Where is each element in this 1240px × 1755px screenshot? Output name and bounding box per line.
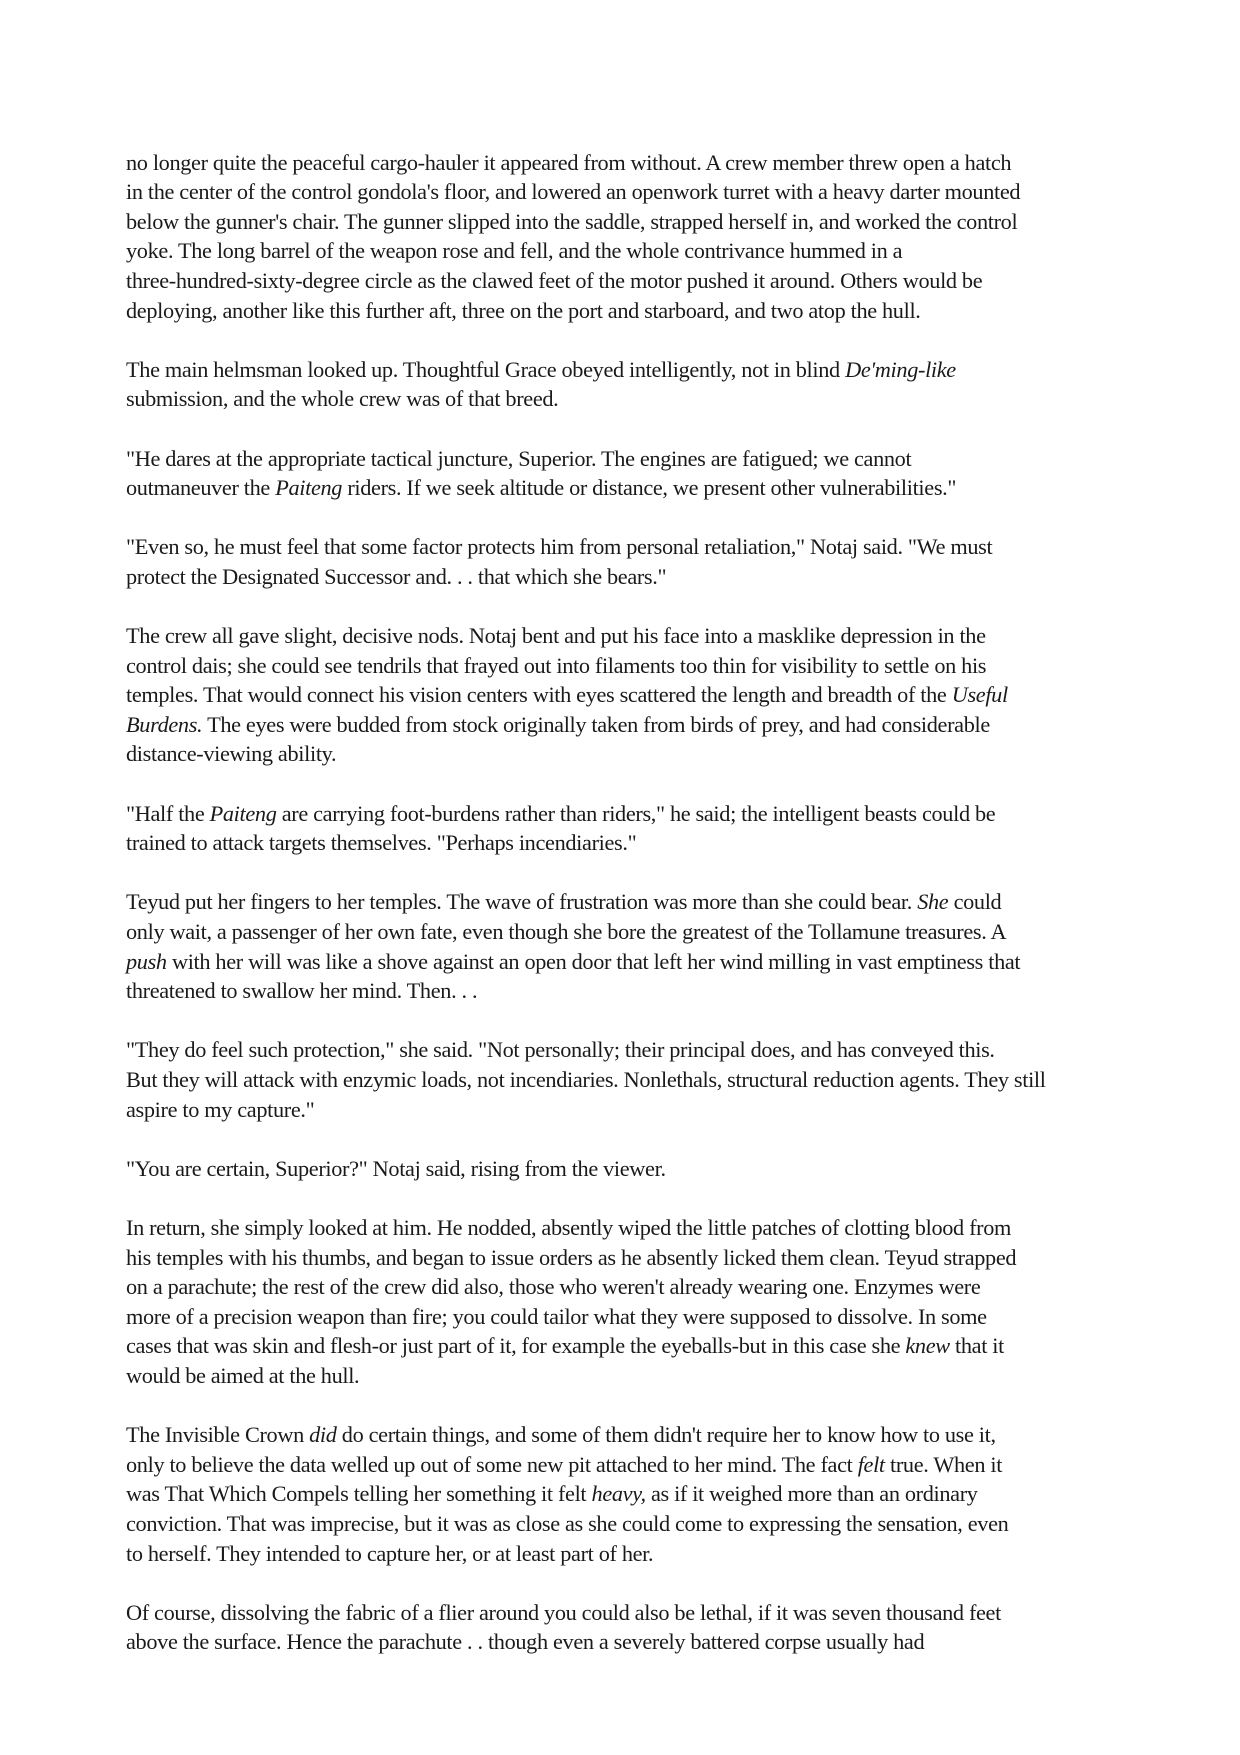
paragraph-5 [126,621,1126,769]
paragraph-8 [126,1035,1126,1124]
paragraph-11 [126,1420,1126,1568]
text-segment: "Even so, he must feel that some factor protects him from personal retaliation," Notaj said. "We must protect the Designated Successor and. . . that which she bears." [126,534,993,589]
italic-segment: felt [857,1451,885,1477]
italic-segment: knew [905,1333,950,1359]
italic-segment: did [309,1422,337,1448]
text-segment: no longer quite the peaceful cargo-hauler it appeared from without. A crew member threw open a hatch in the center of the control gondola's floor, and lowered an openwork turret with a heavy darter mounted below the gunner's chair. The gunner slipped into the saddle, strapped herself in, and worked the control yoke. The long barrel of the weapon rose and fell, and the whole contrivance hummed in a three-hundred-sixty-degree circle as the clawed feet of the motor pushed it around. Others would be deploying, another like this further aft, three on the port and starboard, and two atop the hull. [126,149,1021,323]
text-segment: that it would be aimed at the hull. [126,1333,1004,1388]
text-segment: as if it weighed more than an ordinary conviction. That was imprecise, but it was as close as she could come to expressing the sensation, even to herself. They intended to capture her, or at least part of her. [126,1481,1009,1566]
italic-segment: push [126,948,167,974]
text-segment: "You are certain, Superior?" Notaj said, rising from the viewer. [126,1155,666,1181]
text-segment: with her will was like a shove against an open door that left her wind milling in vast emptiness that threatened to swallow her mind. Then. . . [126,948,1021,1004]
text-segment: riders. If we seek altitude or distance, we present other vulnerabilities." [342,475,957,501]
text-segment: The eyes were budded from stock originally taken from birds of prey, and had considerable distance-viewing ability. [126,711,990,767]
paragraph-10 [126,1213,1126,1391]
text-segment: Of course, dissolving the fabric of a flier around you could also be lethal, if it was seven thousand feet above the surface. Hence the parachute . . though even a severely battered corpse usually had [126,1599,1001,1655]
italic-segment: heavy, [591,1481,646,1507]
paragraph-2 [126,355,1126,414]
text-segment: could only wait, a passenger of her own fate, even though she bore the greatest of the Tollamune treasures. A [126,889,1007,945]
text-segment: true. When it was That Which Compels telling her something it felt [126,1451,1003,1507]
italic-segment: Paiteng [209,800,277,826]
paragraph-6 [126,799,1126,858]
text-segment: are carrying foot-burdens rather than riders," he said; the intelligent beasts could be trained to attack targets themselves. "Perhaps incendiaries." [126,800,996,856]
italic-segment: Useful Burdens. [126,682,1008,737]
italic-segment: De'ming-like [845,356,956,382]
text-segment: The main helmsman looked up. Thoughtful Grace obeyed intelligently, not in blind [126,356,846,382]
page-body [126,118,1126,1686]
text-segment: In return, she simply looked at him. He nodded, absently wiped the little patches of clotting blood from his temples with his thumbs, and began to issue orders as he absently licked them clean. Teyud strapped on a parachute; the rest of the crew did also, those who weren't already wearing one. Enzymes were more of a precision weapon than fire; you could tailor what they were supposed to dissolve. In some cases that was skin and flesh-or just part of it, for example the eyeballs-but in this case she [126,1214,1017,1359]
text-segment: "He dares at the appropriate tactical juncture, Superior. The engines are fatigued; we cannot outmaneuver the [126,445,912,501]
italic-segment: She [917,889,949,915]
text-segment: The crew all gave slight, decisive nods. Notaj bent and put his face into a masklike depression in the control dais; she could see tendrils that frayed out into filaments too thin for visibility to settle on his temples. That would connect his vision centers with eyes scattered the length and breadth of the [126,623,987,708]
paragraph-3 [126,444,1126,503]
paragraph-7 [126,887,1126,1005]
paragraph-4 [126,532,1126,591]
text-segment: "Half the [126,800,210,826]
text-segment: submission, and the whole crew was of that breed. [126,386,559,412]
text-segment: Teyud put her fingers to her temples. The wave of frustration was more than she could bear. [126,889,918,915]
italic-segment: Paiteng [275,475,343,501]
text-segment: do certain things, and some of them didn't require her to know how to use it, only to believe the data welled up out of some new pit attached to her mind. The fact [126,1422,996,1477]
paragraph-9 [126,1154,1126,1184]
paragraph-1 [126,118,1126,325]
text-segment: "They do feel such protection," she said. "Not personally; their principal does, and has conveyed this. But they will attack with enzymic loads, not incendiaries. Nonlethals, structural reduction agents. They still aspire to my capture." [126,1037,1046,1122]
paragraph-12 [126,1598,1126,1657]
text-segment: The Invisible Crown [126,1422,310,1448]
